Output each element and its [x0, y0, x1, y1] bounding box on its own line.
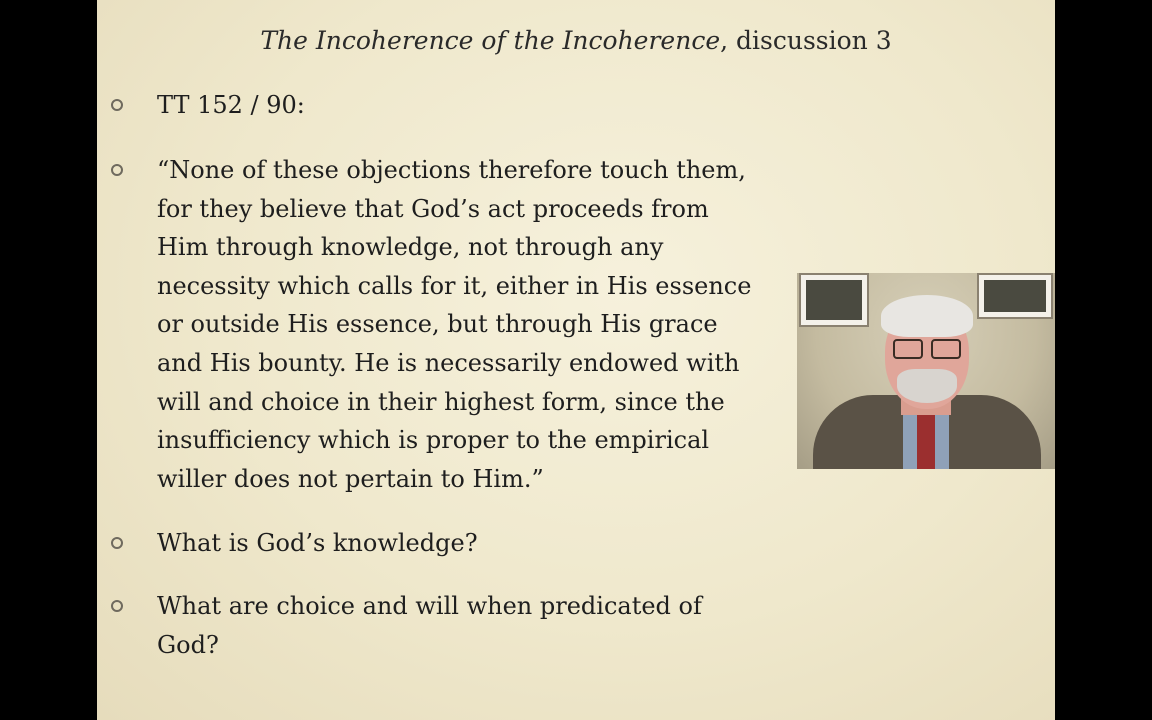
- hollow-circle-bullet-icon: [111, 164, 123, 176]
- bullet-item-quote: [157, 151, 787, 498]
- bullet-list: [97, 0, 797, 720]
- bullet-text-line: What are choice and will when predicated of: [157, 592, 702, 620]
- bullet-text: TT 152 / 90:: [157, 91, 305, 119]
- presenter-glasses: [891, 339, 965, 361]
- wall-picture-frame: [977, 273, 1053, 319]
- presenter-hair: [881, 295, 973, 337]
- presentation-slide: [97, 0, 1055, 720]
- presenter-webcam-overlay: [797, 273, 1055, 469]
- quote-line: insufficiency which is proper to the empirical: [157, 426, 710, 455]
- hollow-circle-bullet-icon: [111, 600, 123, 612]
- quote-line: necessity which calls for it, either in His essence: [157, 271, 752, 300]
- bullet-item: [157, 587, 787, 664]
- quote-line: “None of these objections therefore touch them,: [157, 156, 746, 184]
- quote-line: for they believe that God’s act proceeds from: [157, 194, 709, 223]
- bullet-text-line: God?: [157, 630, 219, 659]
- quote-line: Him through knowledge, not through any: [157, 233, 664, 262]
- wall-picture-frame: [799, 273, 869, 327]
- bullet-text: What is God’s knowledge?: [157, 529, 478, 557]
- presenter-tie: [917, 415, 935, 469]
- bullet-item: [157, 86, 787, 125]
- quote-line: and His bounty. He is necessarily endowed with: [157, 348, 740, 377]
- slide-title-plain: , discussion 3: [720, 26, 892, 55]
- presenter-beard: [897, 369, 957, 403]
- hollow-circle-bullet-icon: [111, 99, 123, 111]
- bullet-item: [157, 524, 787, 563]
- slide-title-italic: The Incoherence of the Incoherence: [260, 26, 721, 55]
- quote-line: will and choice in their highest form, since the: [157, 387, 725, 416]
- quote-line: willer does not pertain to Him.”: [157, 464, 544, 493]
- hollow-circle-bullet-icon: [111, 537, 123, 549]
- quote-line: or outside His essence, but through His grace: [157, 310, 718, 339]
